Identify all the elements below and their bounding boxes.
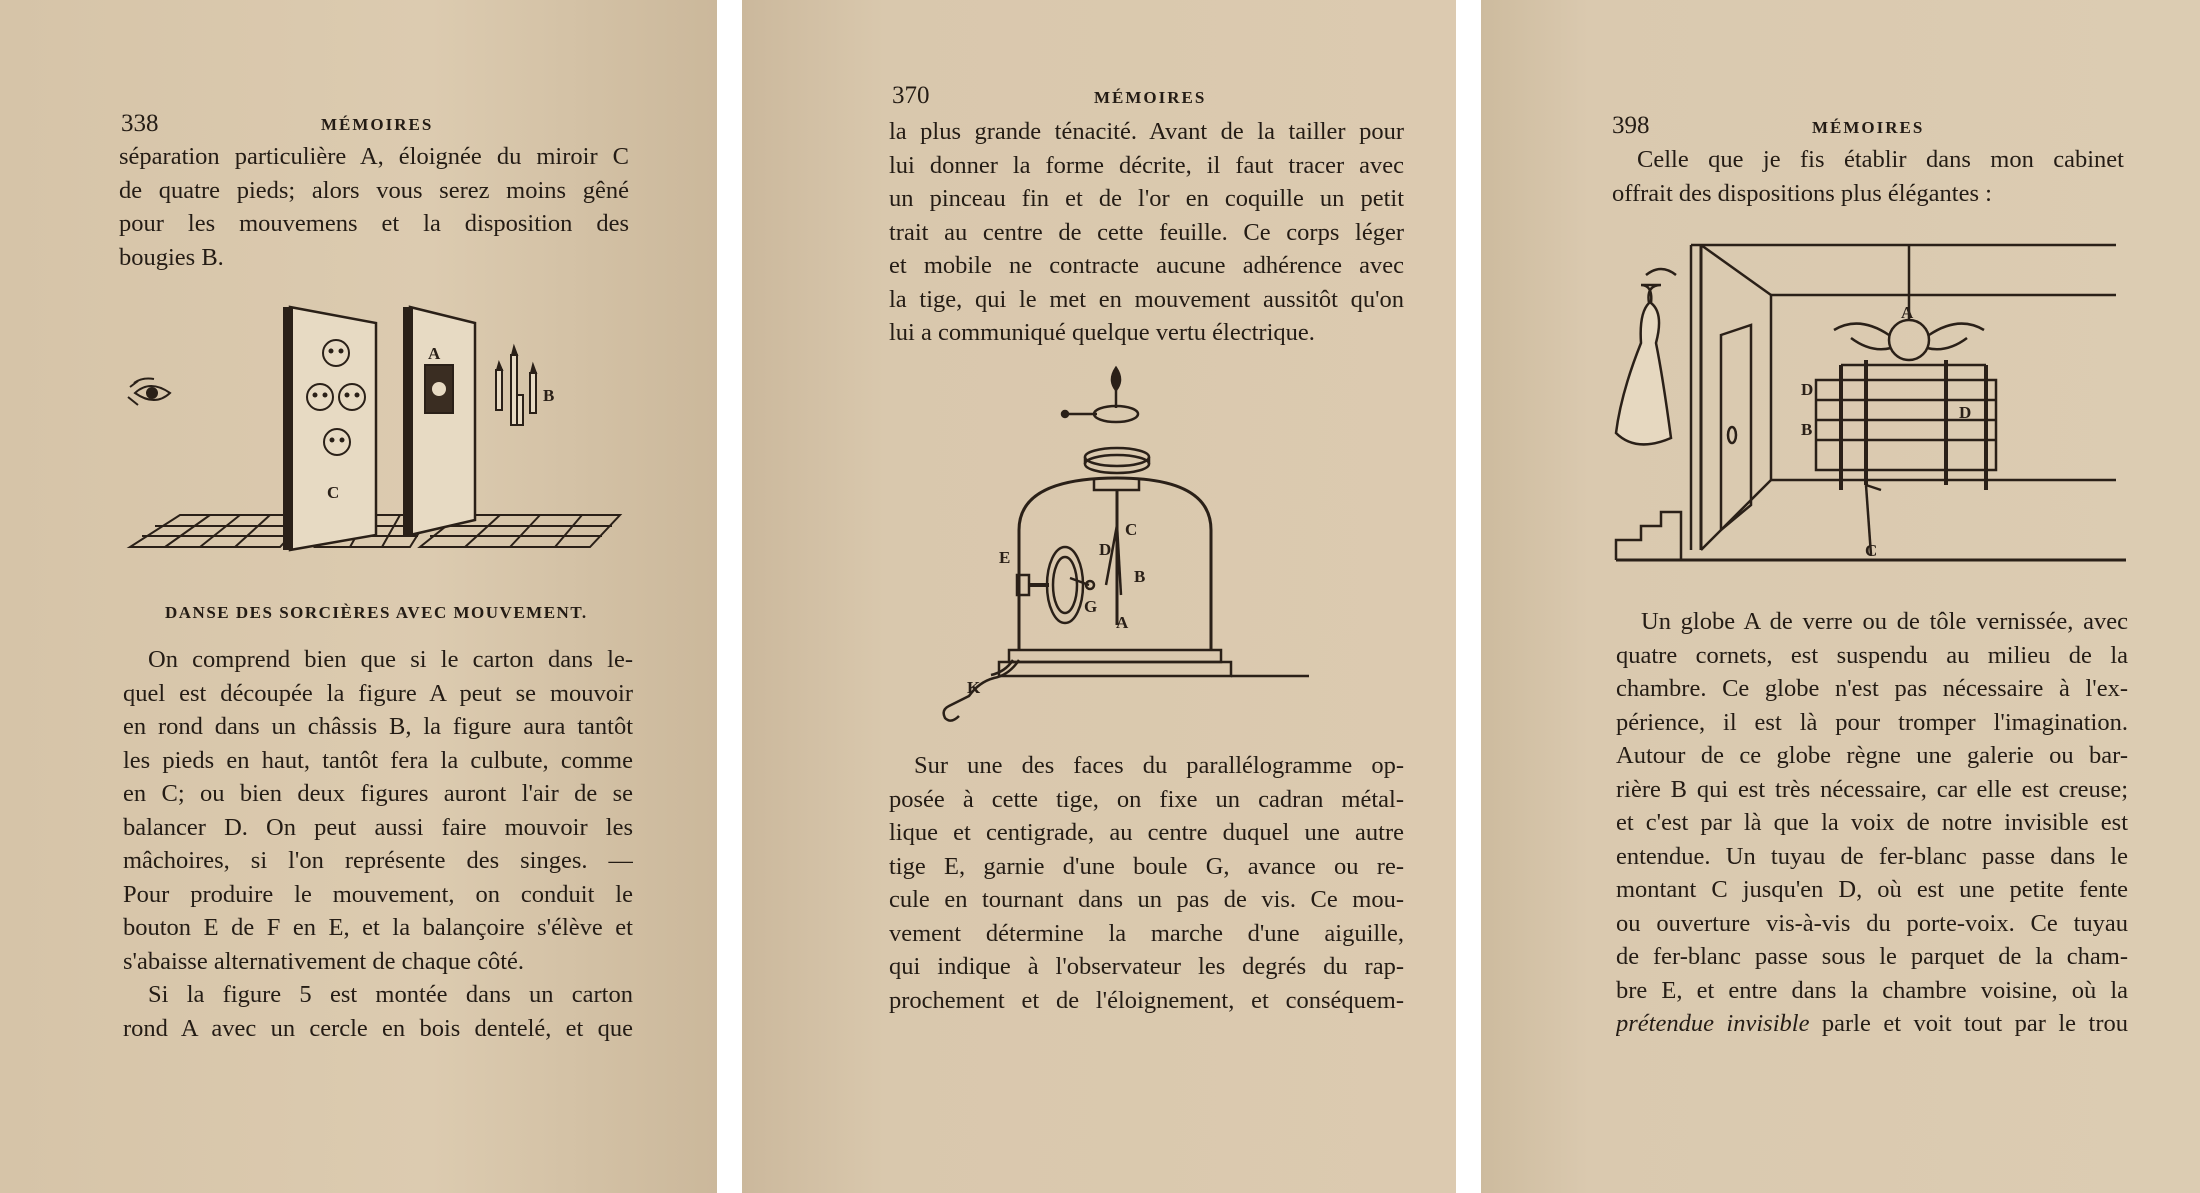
text-line: chambre. Ce globe n'est pas nécessaire à l'ex- xyxy=(1616,675,2128,702)
text-line: bouton E de F en E, et la balançoire s'élève et xyxy=(123,914,633,941)
text-line: Celle que je fis établir dans mon cabinet xyxy=(1637,146,2124,173)
page-number: 370 xyxy=(892,82,930,109)
candles xyxy=(496,347,536,425)
text-line: quel est découpée la figure A peut se mouvoir xyxy=(123,679,633,707)
text-line: lui donner la forme décrite, il faut tracer avec xyxy=(889,151,1404,179)
figure-caption: DANSE DES SORCIÈRES AVEC MOUVEMENT. xyxy=(165,603,588,622)
text-line: cule en tournant dans un pas de vis. Ce mou- xyxy=(889,886,1404,913)
text-line: qui indique à l'observateur les degrés du rap- xyxy=(889,953,1404,980)
label-c: C xyxy=(327,483,340,502)
text-line: trait au centre de cette feuille. Ce corps léger xyxy=(889,218,1404,246)
text-line: quatre cornets, est suspendu au milieu de la xyxy=(1616,641,2128,669)
text-line: Si la figure 5 est montée dans un carton xyxy=(148,981,633,1008)
witches-dance-figure xyxy=(120,295,640,560)
text-line: mâchoires, si l'on représente des singes. — xyxy=(123,847,633,874)
mirror-panel xyxy=(283,307,376,550)
text-line: un pinceau fin et de l'or en coquille un petit xyxy=(889,185,1404,212)
text-line: en C; ou bien deux figures auront l'air de se xyxy=(123,780,633,807)
text-line: en rond dans un châssis B, la figure aura tantôt xyxy=(123,713,633,740)
text-line: On comprend bien que si le carton dans le- xyxy=(148,646,633,673)
text-line: et c'est par là que la voix de notre invisible est xyxy=(1616,809,2128,836)
text-line: Sur une des faces du parallélogramme op- xyxy=(914,752,1404,779)
text-line: lique et centigrade, au centre duquel une autre xyxy=(889,819,1404,846)
text-line: de fer-blanc passe sous le parquet de la cham- xyxy=(1616,943,2128,970)
text-line: montant C jusqu'en D, où est une petite fente xyxy=(1616,876,2128,903)
top-paragraph xyxy=(119,140,629,274)
text-line: offrait des dispositions plus élégantes : xyxy=(1612,179,1992,207)
text-line: balancer D. On peut aussi faire mouvoir les xyxy=(123,813,633,841)
page-338 xyxy=(0,0,717,1193)
text-line: bre E, et entre dans la chambre voisine, où la xyxy=(1616,976,2128,1004)
text-line: pour les mouvemens et la disposition des xyxy=(119,210,629,237)
running-head: MÉMOIRES xyxy=(321,115,434,134)
running-head: MÉMOIRES xyxy=(1094,88,1207,107)
electroscope-figure xyxy=(949,360,1369,750)
text-line: les pieds en haut, tantôt fera la culbute, comme xyxy=(123,746,633,774)
page-number: 398 xyxy=(1612,112,1650,139)
invisible-girl-room-figure xyxy=(1616,240,2126,570)
label-a: A xyxy=(1901,303,1914,322)
text-line: prochement et de l'éloignement, et conséquem- xyxy=(889,986,1404,1014)
text-line xyxy=(1616,1007,2128,1041)
label-g: G xyxy=(1084,597,1098,616)
body-paragraph xyxy=(889,749,1404,1017)
text-line: posée à cette tige, on fixe un cadran métal- xyxy=(889,785,1404,813)
text-line: séparation particulière A, éloignée du miroir C xyxy=(119,143,629,170)
text-line: la plus grande ténacité. Avant de la tailler pour xyxy=(889,118,1404,145)
text-line: rière B qui est très nécessaire, car elle est creuse; xyxy=(1616,775,2128,803)
text-fragment: parle et voit tout par le trou xyxy=(1809,1010,2128,1037)
text-line: bougies B. xyxy=(119,243,224,271)
text-line: Autour de ce globe règne une galerie ou bar- xyxy=(1616,742,2128,769)
text-line: ou ouverture vis-à-vis du porte-voix. Ce tuyau xyxy=(1616,909,2128,937)
top-paragraph xyxy=(1612,143,2124,210)
text-line: lui a communiqué quelque vertu électrique. xyxy=(889,319,1315,346)
text-line: Un globe A de verre ou de tôle vernissée, avec xyxy=(1641,608,2128,635)
text-line: Pour produire le mouvement, on conduit le xyxy=(123,880,633,908)
text-line: rond A avec un cercle en bois dentelé, et que xyxy=(123,1014,633,1042)
body-paragraph xyxy=(123,643,633,1045)
text-line: de quatre pieds; alors vous serez moins gêné xyxy=(119,176,629,204)
cutout-panel xyxy=(403,307,475,535)
top-paragraph xyxy=(889,115,1404,350)
label-c: C xyxy=(1125,520,1138,539)
text-line: tige E, garnie d'une boule G, avance ou re- xyxy=(889,852,1404,880)
label-c: C xyxy=(1865,541,1878,560)
running-head: MÉMOIRES xyxy=(1812,118,1925,137)
body-paragraph xyxy=(1616,605,2128,1041)
label-k: K xyxy=(967,678,981,697)
page-398 xyxy=(1481,0,2200,1193)
page-number: 338 xyxy=(121,110,159,137)
italic-phrase: prétendue invisible xyxy=(1616,1010,1810,1037)
label-d-left: D xyxy=(1801,380,1814,399)
label-d-right: D xyxy=(1959,403,1972,422)
label-b: B xyxy=(1801,420,1813,439)
text-line: vement détermine la marche d'une aiguille, xyxy=(889,919,1404,947)
eye-icon xyxy=(128,379,170,406)
text-line: périence, il est là pour tromper l'imagination. xyxy=(1616,708,2128,736)
label-a: A xyxy=(1116,613,1129,632)
page-370 xyxy=(742,0,1456,1193)
text-line: s'abaisse alternativement de chaque côté. xyxy=(123,947,524,975)
label-a: A xyxy=(428,344,441,363)
text-line: et mobile ne contracte aucune adhérence avec xyxy=(889,252,1404,279)
label-b: B xyxy=(543,386,555,405)
text-line: la tige, qui le met en mouvement aussitôt qu'on xyxy=(889,285,1404,313)
label-e: E xyxy=(999,548,1011,567)
text-line: entendue. Un tuyau de fer-blanc passe dans le xyxy=(1616,842,2128,870)
label-b: B xyxy=(1134,567,1146,586)
label-d: D xyxy=(1099,540,1112,559)
